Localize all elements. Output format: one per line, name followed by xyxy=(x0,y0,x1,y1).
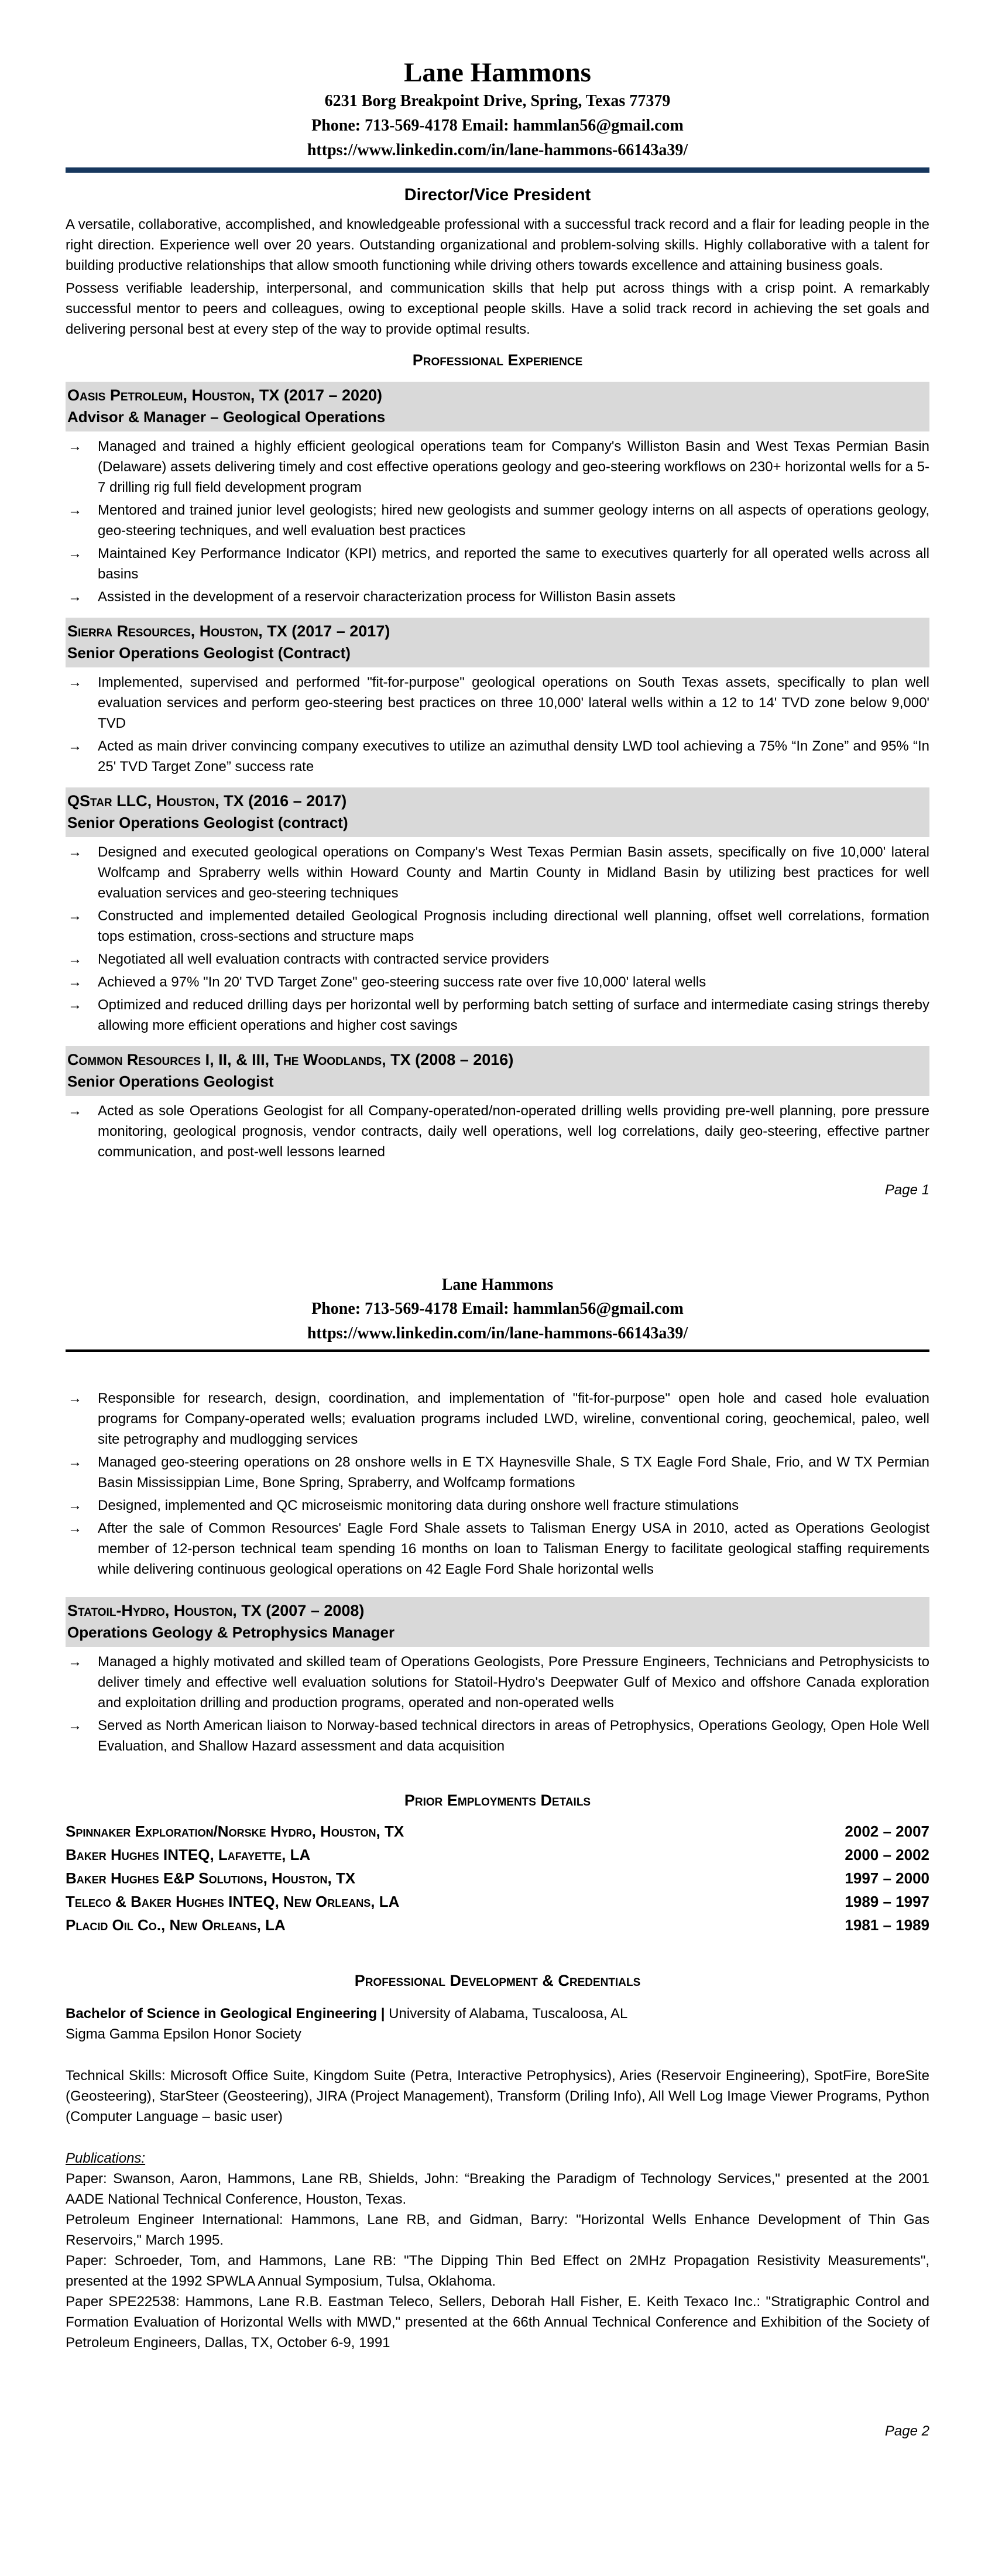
bullet-text: Optimized and reduced drilling days per horizontal well by performing batch setting of surface and intermediate casing strings thereby allowing more efficient operations and higher cost savings xyxy=(98,997,929,1033)
target-role-title: Director/Vice President xyxy=(404,186,591,204)
bullet-arrow-icon: → xyxy=(68,951,82,967)
phone-email-line: Phone: 713-569-4178 Email: hammlan56@gmail.com xyxy=(311,117,684,135)
bullet-item xyxy=(66,500,929,541)
prior-dates: 2000 – 2002 xyxy=(845,1846,929,1864)
bullet-text: Achieved a 97% "In 20' TVD Target Zone" geo-steering success rate over five 10,000' lateral wells xyxy=(98,974,706,990)
bullet-arrow-icon: → xyxy=(68,1520,82,1536)
bullet-item xyxy=(66,972,929,992)
bullet-text: Acted as main driver convincing company executives to utilize an azimuthal density LWD tool achieving a 75% “In Zone” and 95% “In 25' TVD Target Zone” success rate xyxy=(98,738,929,775)
job-company: Oasis Petroleum, Houston, TX (2017 – 2020) xyxy=(67,386,383,404)
bullet-arrow-icon: → xyxy=(68,908,82,924)
bullet-text: Acted as sole Operations Geologist for all Company-operated/non-operated drilling wells providing pre-well planning, pore pressure monitoring, geological prognosis, vendor contracts, daily well operations, well log correlations, daily geo-steering, effective partner communication, and post-well lessons learned xyxy=(98,1103,929,1160)
bullet-arrow-icon: → xyxy=(68,589,82,605)
bullet-arrow-icon: → xyxy=(68,1654,82,1670)
job-role: Advisor & Manager – Geological Operations xyxy=(67,408,386,426)
bullet-item xyxy=(66,436,929,498)
job-header xyxy=(66,787,929,837)
bullet-text: Managed a highly motivated and skilled team of Operations Geologists, Pore Pressure Engineers, Technicians and Petrophysicists to deliver timely and effective well evaluation solutions for Statoil-Hydro's Deepwater Gulf of Mexico and offshore Canada exploration and exploitation drilling and production programs, operated and non-operated wells xyxy=(98,1654,929,1711)
bullet-arrow-icon: → xyxy=(68,844,82,860)
bullet-text: Negotiated all well evaluation contracts with contracted service providers xyxy=(98,951,550,967)
continuation-bullet-list xyxy=(66,1388,929,1580)
header-divider-rule xyxy=(66,1349,929,1352)
bullet-text: Responsible for research, design, coordination, and implementation of "fit-for-purpose" open hole and cased hole evaluation programs for Company-operated wells; evaluation programs included LWD, wireline, conventional coring, geochemical, paleo, well site petrography and mudlogging services xyxy=(98,1390,929,1447)
job-section-qstar-llc xyxy=(66,787,929,1036)
section-heading-professional-experience: Professional Experience xyxy=(412,351,583,369)
candidate-name: Lane Hammons xyxy=(404,57,591,88)
bullet-item xyxy=(66,906,929,947)
bullet-arrow-icon: → xyxy=(68,738,82,754)
bullet-text: Managed geo-steering operations on 28 onshore wells in E TX Haynesville Shale, S TX Eagle Ford Shale, Frio, and W TX Permian Basin Mississippian Lime, Bone Spring, Spraberry, and Wolfcamp formations xyxy=(98,1454,929,1491)
prior-dates: 1981 – 1989 xyxy=(845,1916,929,1934)
bullet-item xyxy=(66,1715,929,1756)
prior-employer: Teleco & Baker Hughes INTEQ, New Orleans, LA xyxy=(66,1893,400,1910)
job-section-sierra-resources xyxy=(66,618,929,777)
resume-page-2 xyxy=(0,1273,995,2440)
section-heading-prior-employments: Prior Employments Details xyxy=(404,1791,591,1809)
job-company: Sierra Resources, Houston, TX (2017 – 2017) xyxy=(67,622,390,640)
job-bullet-list xyxy=(66,1101,929,1162)
bullet-item xyxy=(66,1388,929,1450)
bullet-arrow-icon: → xyxy=(68,1103,82,1119)
bullet-text: Constructed and implemented detailed Geological Prognosis including directional well planning, offset well correlations, formation tops estimation, cross-sections and structure maps xyxy=(98,908,929,944)
bullet-arrow-icon: → xyxy=(68,997,82,1013)
prior-employer: Placid Oil Co., New Orleans, LA xyxy=(66,1916,286,1934)
job-company: Statoil-Hydro, Houston, TX (2007 – 2008) xyxy=(67,1602,365,1619)
bullet-text: Managed and trained a highly efficient geological operations team for Company's Williston Basin and West Texas Permian Basin (Delaware) assets delivering timely and cost effective operations geology and geo-steering workflows on 230+ horizontal wells for a 5-7 drilling rig full field development program xyxy=(98,439,929,495)
bullet-arrow-icon: → xyxy=(68,674,82,690)
job-section-oasis-petroleum xyxy=(66,382,929,607)
publication-item: Paper: Schroeder, Tom, and Hammons, Lane RB: "The Dipping Thin Bed Effect on 2MHz Propagation Resistivity Measurements", presented at the 1992 SPWLA Annual Symposium, Tulsa, Oklahoma. xyxy=(66,2253,929,2289)
bullet-item xyxy=(66,949,929,970)
job-section-common-resources xyxy=(66,1046,929,1162)
bullet-text: Designed, implemented and QC microseismic monitoring data during onshore well fracture stimulations xyxy=(98,1498,739,1513)
job-bullet-list xyxy=(66,436,929,607)
page-number-label: Page 2 xyxy=(884,2423,929,2439)
honor-society-line: Sigma Gamma Epsilon Honor Society xyxy=(66,2026,301,2042)
bullet-arrow-icon: → xyxy=(68,502,82,518)
bullet-item xyxy=(66,672,929,734)
prior-employer: Baker Hughes E&P Solutions, Houston, TX xyxy=(66,1869,356,1887)
bullet-text: Served as North American liaison to Norway-based technical directors in areas of Petrophysics, Operations Geology, Open Hole Well Evaluation, and Shallow Hazard assessment and data acquisition xyxy=(98,1718,929,1754)
bullet-text: Mentored and trained junior level geologists; hired new geologists and summer geology interns on all aspects of operations geology, geo-steering techniques, and well evaluation best practices xyxy=(98,502,929,539)
resume-page-1 xyxy=(0,0,995,1198)
technical-skills-paragraph: Technical Skills: Microsoft Office Suite, Kingdom Suite (Petra, Interactive Petrophysics), Aries (Reservoir Engineering), SpotFire, BoreSite (Geosteering), StarSteer (Geosteering), JIRA (Project Management), Transform (Driling Info), All Well Log Image Viewer Programs, Python (Computer Language – basic user) xyxy=(66,2068,929,2125)
address-line: 6231 Borg Breakpoint Drive, Spring, Texas 77379 xyxy=(324,92,671,110)
job-header xyxy=(66,1046,929,1096)
bullet-item xyxy=(66,587,929,607)
degree-line xyxy=(66,2003,929,2024)
header-divider-rule xyxy=(66,167,929,173)
page-number-label: Page 1 xyxy=(884,1182,929,1198)
bullet-arrow-icon: → xyxy=(68,1454,82,1470)
prior-dates: 1989 – 1997 xyxy=(845,1893,929,1910)
bullet-item xyxy=(66,736,929,777)
job-company: QStar LLC, Houston, TX (2016 – 2017) xyxy=(67,792,347,810)
prior-dates: 1997 – 2000 xyxy=(845,1869,929,1887)
bullet-arrow-icon: → xyxy=(68,439,82,454)
bullet-item xyxy=(66,1495,929,1516)
degree-title: Bachelor of Science in Geological Engineering | xyxy=(66,2006,385,2022)
bullet-item xyxy=(66,1652,929,1713)
prior-employment-table xyxy=(66,1820,929,1937)
prior-employment-row xyxy=(66,1820,929,1843)
prior-employer: Baker Hughes INTEQ, Lafayette, LA xyxy=(66,1846,311,1864)
degree-school: University of Alabama, Tuscaloosa, AL xyxy=(385,2006,628,2022)
bullet-item xyxy=(66,1518,929,1580)
publication-item: Paper SPE22538: Hammons, Lane R.B. Eastman Teleco, Sellers, Deborah Hall Fisher, E. Keith Texaco Inc.: "Stratigraphic Control and Formation Evaluation of Horizontal Wells with MWD," presented at the 66th Annual Technical Conference and Exhibition of the Society of Petroleum Engineers, Dallas, TX, October 6-9, 1991 xyxy=(66,2294,929,2351)
page-break-gap xyxy=(0,1198,995,1273)
bullet-arrow-icon: → xyxy=(68,1498,82,1513)
prior-employment-row xyxy=(66,1913,929,1937)
job-bullet-list xyxy=(66,672,929,777)
job-role: Senior Operations Geologist (contract) xyxy=(67,814,348,831)
bullet-text: After the sale of Common Resources' Eagle Ford Shale assets to Talisman Energy USA in 2010, acted as Operations Geologist member of 12-person technical team spending 16 months on loan to Talisman Energy to facilitate geological staffing requirements while delivering continuous geological operations on 42 Eagle Ford Shale horizontal wells xyxy=(98,1520,929,1577)
bullet-item xyxy=(66,1452,929,1493)
bullet-text: Designed and executed geological operations on Company's West Texas Permian Basin assets, specifically on five 10,000' lateral Wolfcamp and Spraberry wells within Howard County and Martin County in Midland Basin by utilizing best practices for well evaluation services and geo-steering techniques xyxy=(98,844,929,901)
job-bullet-list xyxy=(66,842,929,1036)
bullet-arrow-icon: → xyxy=(68,974,82,990)
publication-item: Petroleum Engineer International: Hammons, Lane RB, and Gidman, Barry: "Horizontal Wells Enhance Development of Thin Gas Reservoirs," March 1995. xyxy=(66,2212,929,2248)
bullet-item xyxy=(66,543,929,584)
job-header xyxy=(66,1597,929,1647)
summary-paragraph: Possess verifiable leadership, interpersonal, and communication skills that help put across things with a crisp point. A remarkably successful mentor to peers and colleagues, owing to exceptional people skills. Have a solid track record in achieving the set goals and delivering personal best at every step of the way to provide optimal results. xyxy=(66,280,929,337)
bullet-item xyxy=(66,995,929,1036)
job-section-statoil-hydro xyxy=(66,1597,929,1756)
job-header xyxy=(66,382,929,431)
linkedin-url: https://www.linkedin.com/in/lane-hammons-66143a39/ xyxy=(307,141,688,159)
prior-employment-row xyxy=(66,1866,929,1890)
prior-dates: 2002 – 2007 xyxy=(845,1823,929,1840)
bullet-arrow-icon: → xyxy=(68,546,82,561)
job-bullet-list xyxy=(66,1652,929,1756)
job-company: Common Resources I, II, & III, The Woodlands, TX (2008 – 2016) xyxy=(67,1051,514,1068)
prior-employment-row xyxy=(66,1890,929,1913)
linkedin-url: https://www.linkedin.com/in/lane-hammons-66143a39/ xyxy=(307,1324,688,1342)
prior-employment-row xyxy=(66,1843,929,1866)
bullet-arrow-icon: → xyxy=(68,1390,82,1406)
publication-item: Paper: Swanson, Aaron, Hammons, Lane RB, Shields, John: “Breaking the Paradigm of Technology Services," presented at the 2001 AADE National Technical Conference, Houston, Texas. xyxy=(66,2171,929,2207)
phone-email-line: Phone: 713-569-4178 Email: hammlan56@gmail.com xyxy=(311,1300,684,1318)
bullet-arrow-icon: → xyxy=(68,1718,82,1734)
prior-employer: Spinnaker Exploration/Norske Hydro, Houston, TX xyxy=(66,1823,404,1840)
bullet-text: Maintained Key Performance Indicator (KPI) metrics, and reported the same to executives quarterly for all operated wells across all basins xyxy=(98,546,929,582)
job-role: Senior Operations Geologist xyxy=(67,1073,274,1090)
bullet-text: Implemented, supervised and performed "fit-for-purpose" geological operations on South Texas assets, specifically to plan well evaluation services and perform geo-steering best practices on three 10,000' lateral wells within a 12 to 14' TVD zone below 9,000' TVD xyxy=(98,674,929,731)
publications-label: Publications: xyxy=(66,2150,146,2166)
job-header xyxy=(66,618,929,667)
candidate-name: Lane Hammons xyxy=(441,1276,554,1294)
job-role: Operations Geology & Petrophysics Manager xyxy=(67,1623,395,1641)
job-role: Senior Operations Geologist (Contract) xyxy=(67,644,351,662)
bullet-item xyxy=(66,842,929,903)
section-heading-credentials: Professional Development & Credentials xyxy=(354,1972,641,1989)
bullet-text: Assisted in the development of a reservoir characterization process for Williston Basin assets xyxy=(98,589,676,605)
summary-paragraph: A versatile, collaborative, accomplished, and knowledgeable professional with a successful track record and a flair for leading people in the right direction. Experience well over 20 years. Outstanding organizational and problem-solving skills. Highly collaborative with a talent for building productive relationships that allow smooth functioning while driving others towards excellence and attaining business goals. xyxy=(66,217,929,273)
bullet-item xyxy=(66,1101,929,1162)
